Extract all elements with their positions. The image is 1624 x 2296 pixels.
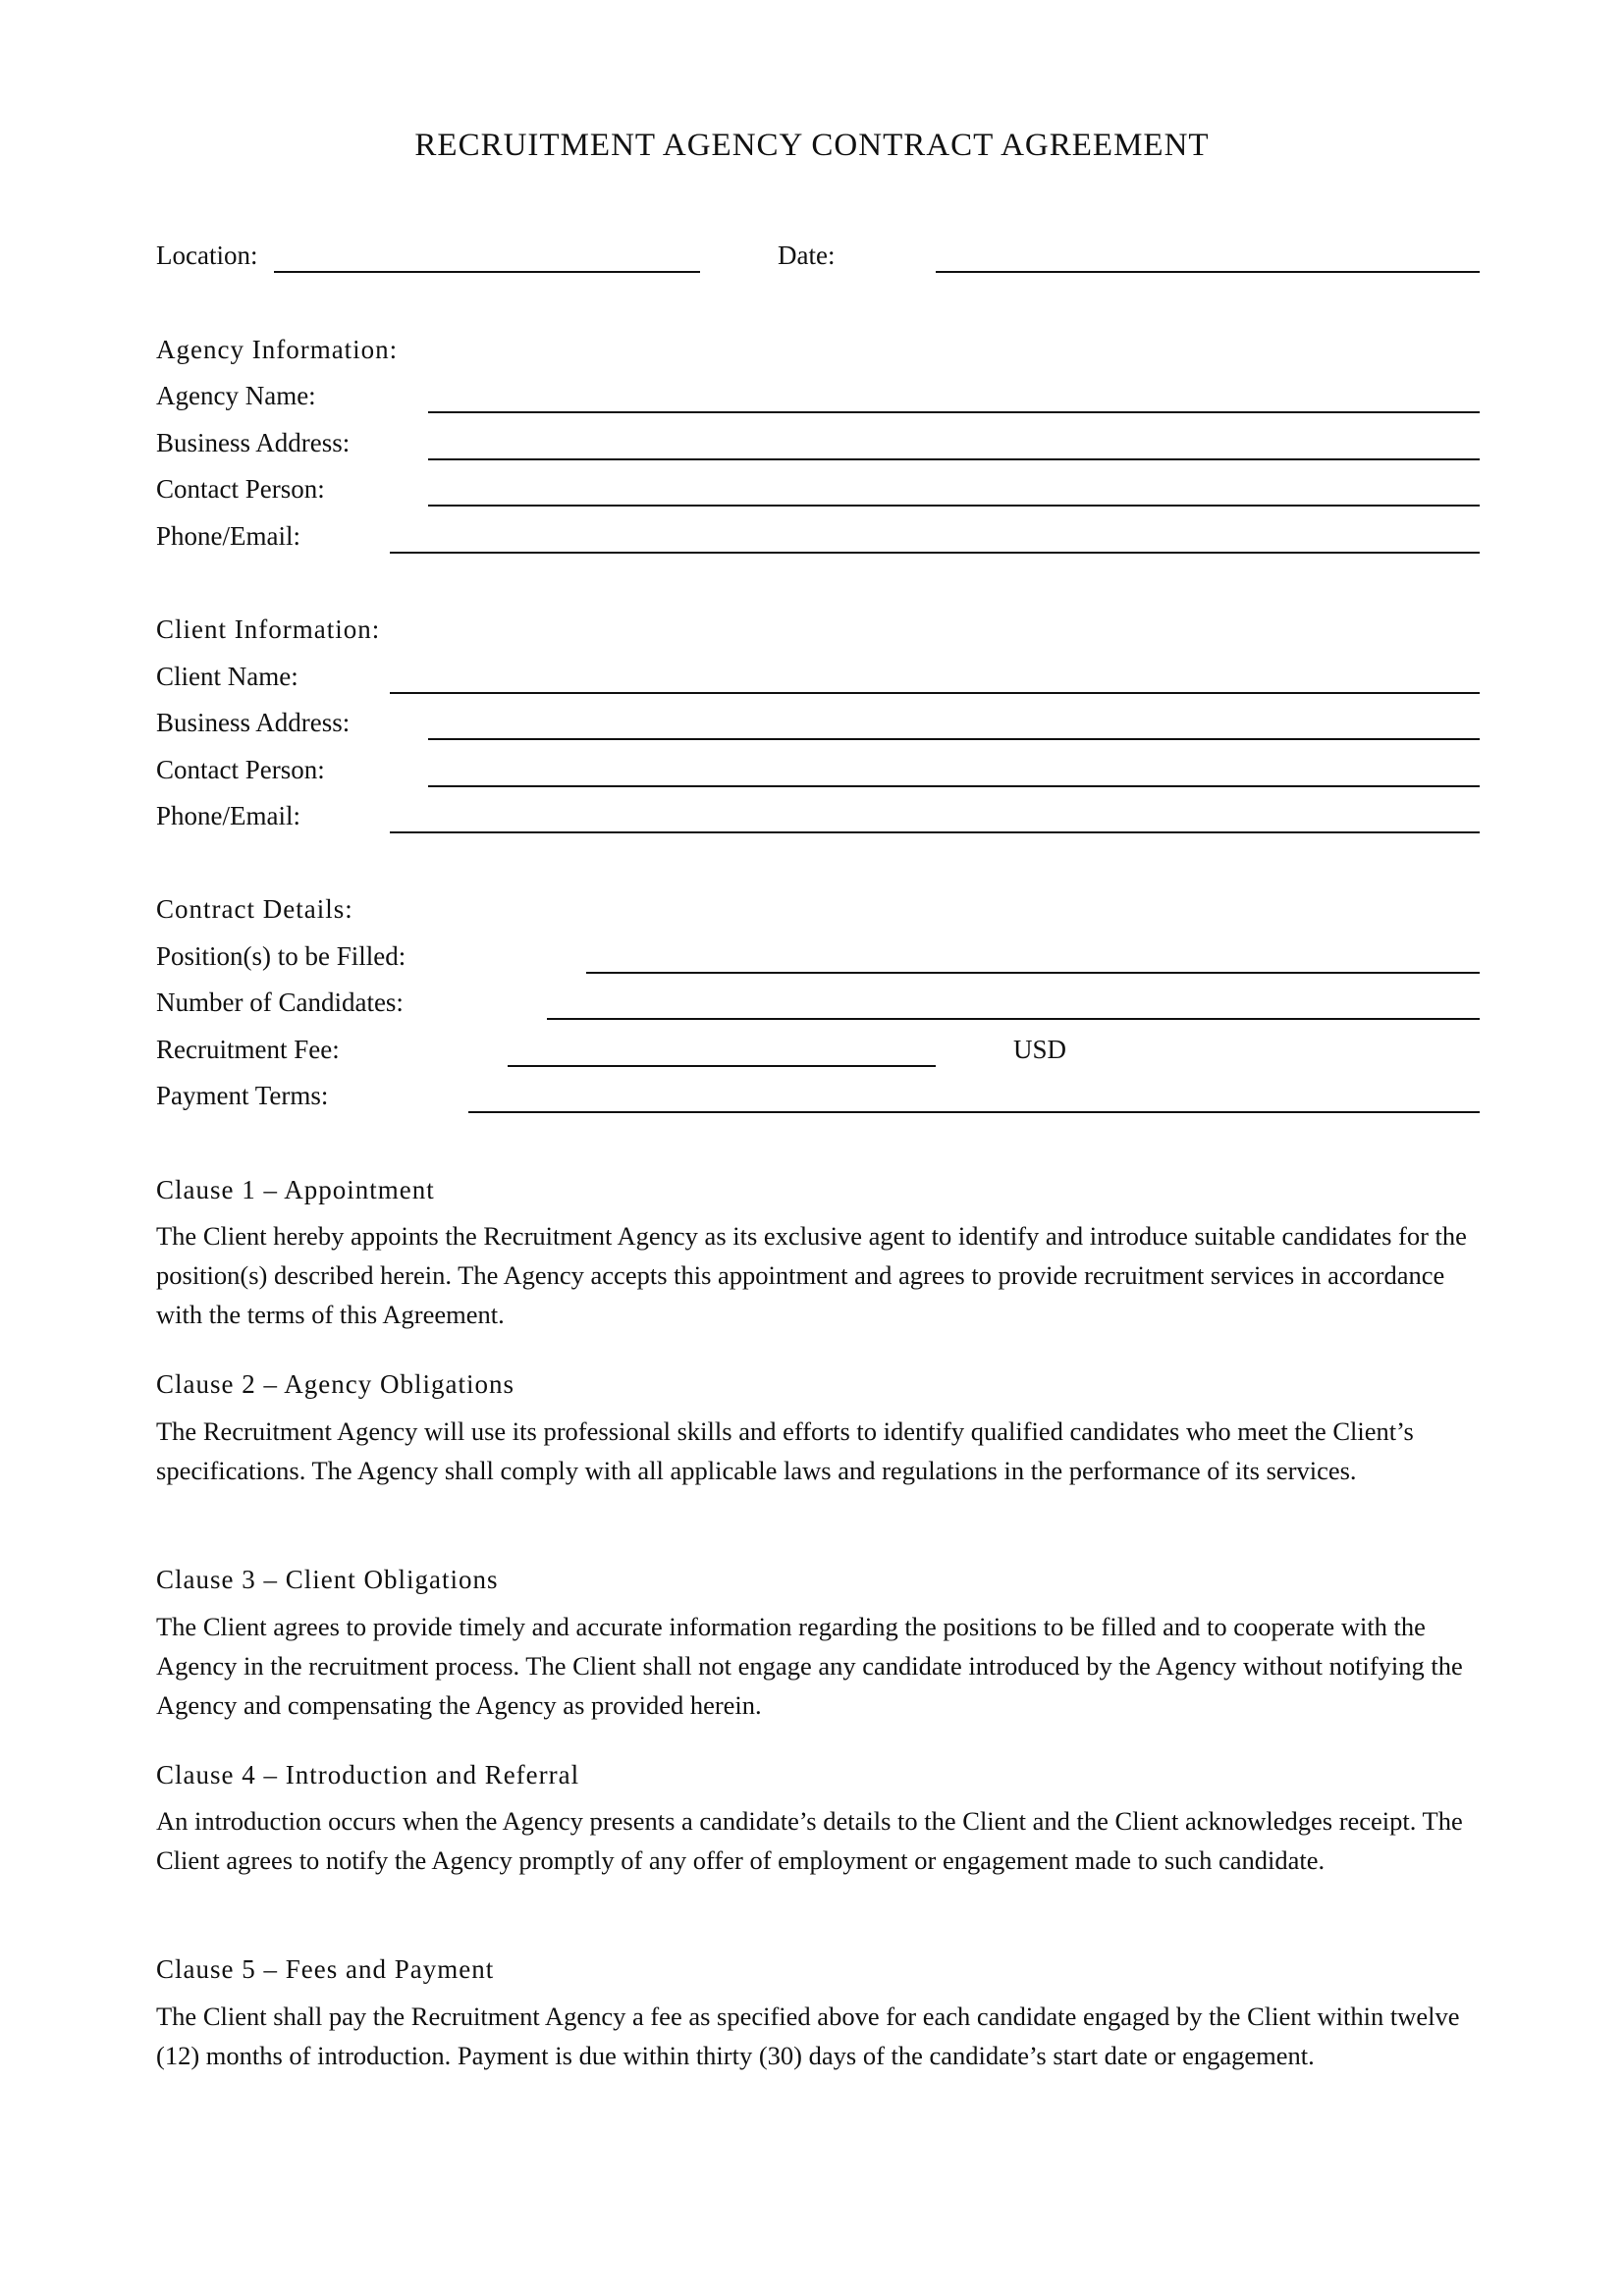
clause-3-title: Clause 3 – Client Obligations — [156, 1565, 499, 1594]
client-address-label: Business Address: — [156, 708, 351, 737]
clause-5-title: Clause 5 – Fees and Payment — [156, 1954, 495, 1984]
date-label: Date: — [778, 240, 836, 270]
client-name-label: Client Name: — [156, 662, 298, 691]
clause-2-body: The Recruitment Agency will use its professional skills and efforts to identify qualified candidates who meet the Client’s specifications. The Agency shall comply with all applicable laws and regulations in the performance of its services. — [156, 1416, 1414, 1485]
fee-field[interactable] — [508, 1065, 936, 1067]
contract-details-heading: Contract Details: — [156, 894, 353, 924]
agency-contact-label: Contact Person: — [156, 474, 325, 504]
client-name-field[interactable] — [390, 692, 1480, 694]
client-phone-field[interactable] — [390, 831, 1480, 833]
clause-1-body: The Client hereby appoints the Recruitment Agency as its exclusive agent to identify and introduce suitable candidates for the position(s) described herein. The Agency accepts this appointment and agrees to provide recruitment services in accordance with the terms of this Agreement. — [156, 1221, 1467, 1329]
clause-3-body: The Client agrees to provide timely and accurate information regarding the positions to be filled and to cooperate with the Agency in the recruitment process. The Client shall not engage any candidate introduced by the Agency without notifying the Agency and compensating the Agency as provided herein. — [156, 1612, 1463, 1720]
agency-name-label: Agency Name: — [156, 381, 316, 410]
payment-terms-label: Payment Terms: — [156, 1081, 329, 1110]
agency-name-field[interactable] — [428, 411, 1480, 413]
agency-info-heading: Agency Information: — [156, 335, 399, 364]
payment-terms-field[interactable] — [468, 1111, 1480, 1113]
clause-5-body: The Client shall pay the Recruitment Agency a fee as specified above for each candidate engaged by the Client within twelve (12) months of introduction. Payment is due within thirty (30) days of the candidate’s start date or engagement. — [156, 2002, 1460, 2070]
clause-4-body: An introduction occurs when the Agency presents a candidate’s details to the Client and the Client acknowledges receipt. The Client agrees to notify the Agency promptly of any offer of employment or engagement made to such candidate. — [156, 1806, 1463, 1875]
agency-phone-label: Phone/Email: — [156, 521, 300, 551]
agency-phone-field[interactable] — [390, 552, 1480, 554]
client-contact-field[interactable] — [428, 785, 1480, 787]
client-contact-label: Contact Person: — [156, 755, 325, 784]
location-label: Location: — [156, 240, 258, 270]
document-title: RECRUITMENT AGENCY CONTRACT AGREEMENT — [414, 128, 1210, 163]
agency-contact-field[interactable] — [428, 505, 1480, 507]
agency-address-label: Business Address: — [156, 428, 351, 457]
location-field[interactable] — [274, 271, 700, 273]
fee-label: Recruitment Fee: — [156, 1035, 340, 1064]
clause-1-title: Clause 1 – Appointment — [156, 1175, 435, 1204]
candidates-label: Number of Candidates: — [156, 988, 404, 1017]
positions-field[interactable] — [586, 972, 1480, 974]
client-phone-label: Phone/Email: — [156, 801, 300, 830]
fee-currency: USD — [1013, 1035, 1067, 1064]
candidates-field[interactable] — [547, 1018, 1480, 1020]
client-info-heading: Client Information: — [156, 614, 381, 644]
clause-4-title: Clause 4 – Introduction and Referral — [156, 1760, 580, 1789]
date-field[interactable] — [936, 271, 1480, 273]
positions-label: Position(s) to be Filled: — [156, 941, 406, 971]
clause-2-title: Clause 2 – Agency Obligations — [156, 1369, 514, 1399]
agency-address-field[interactable] — [428, 458, 1480, 460]
client-address-field[interactable] — [428, 738, 1480, 740]
